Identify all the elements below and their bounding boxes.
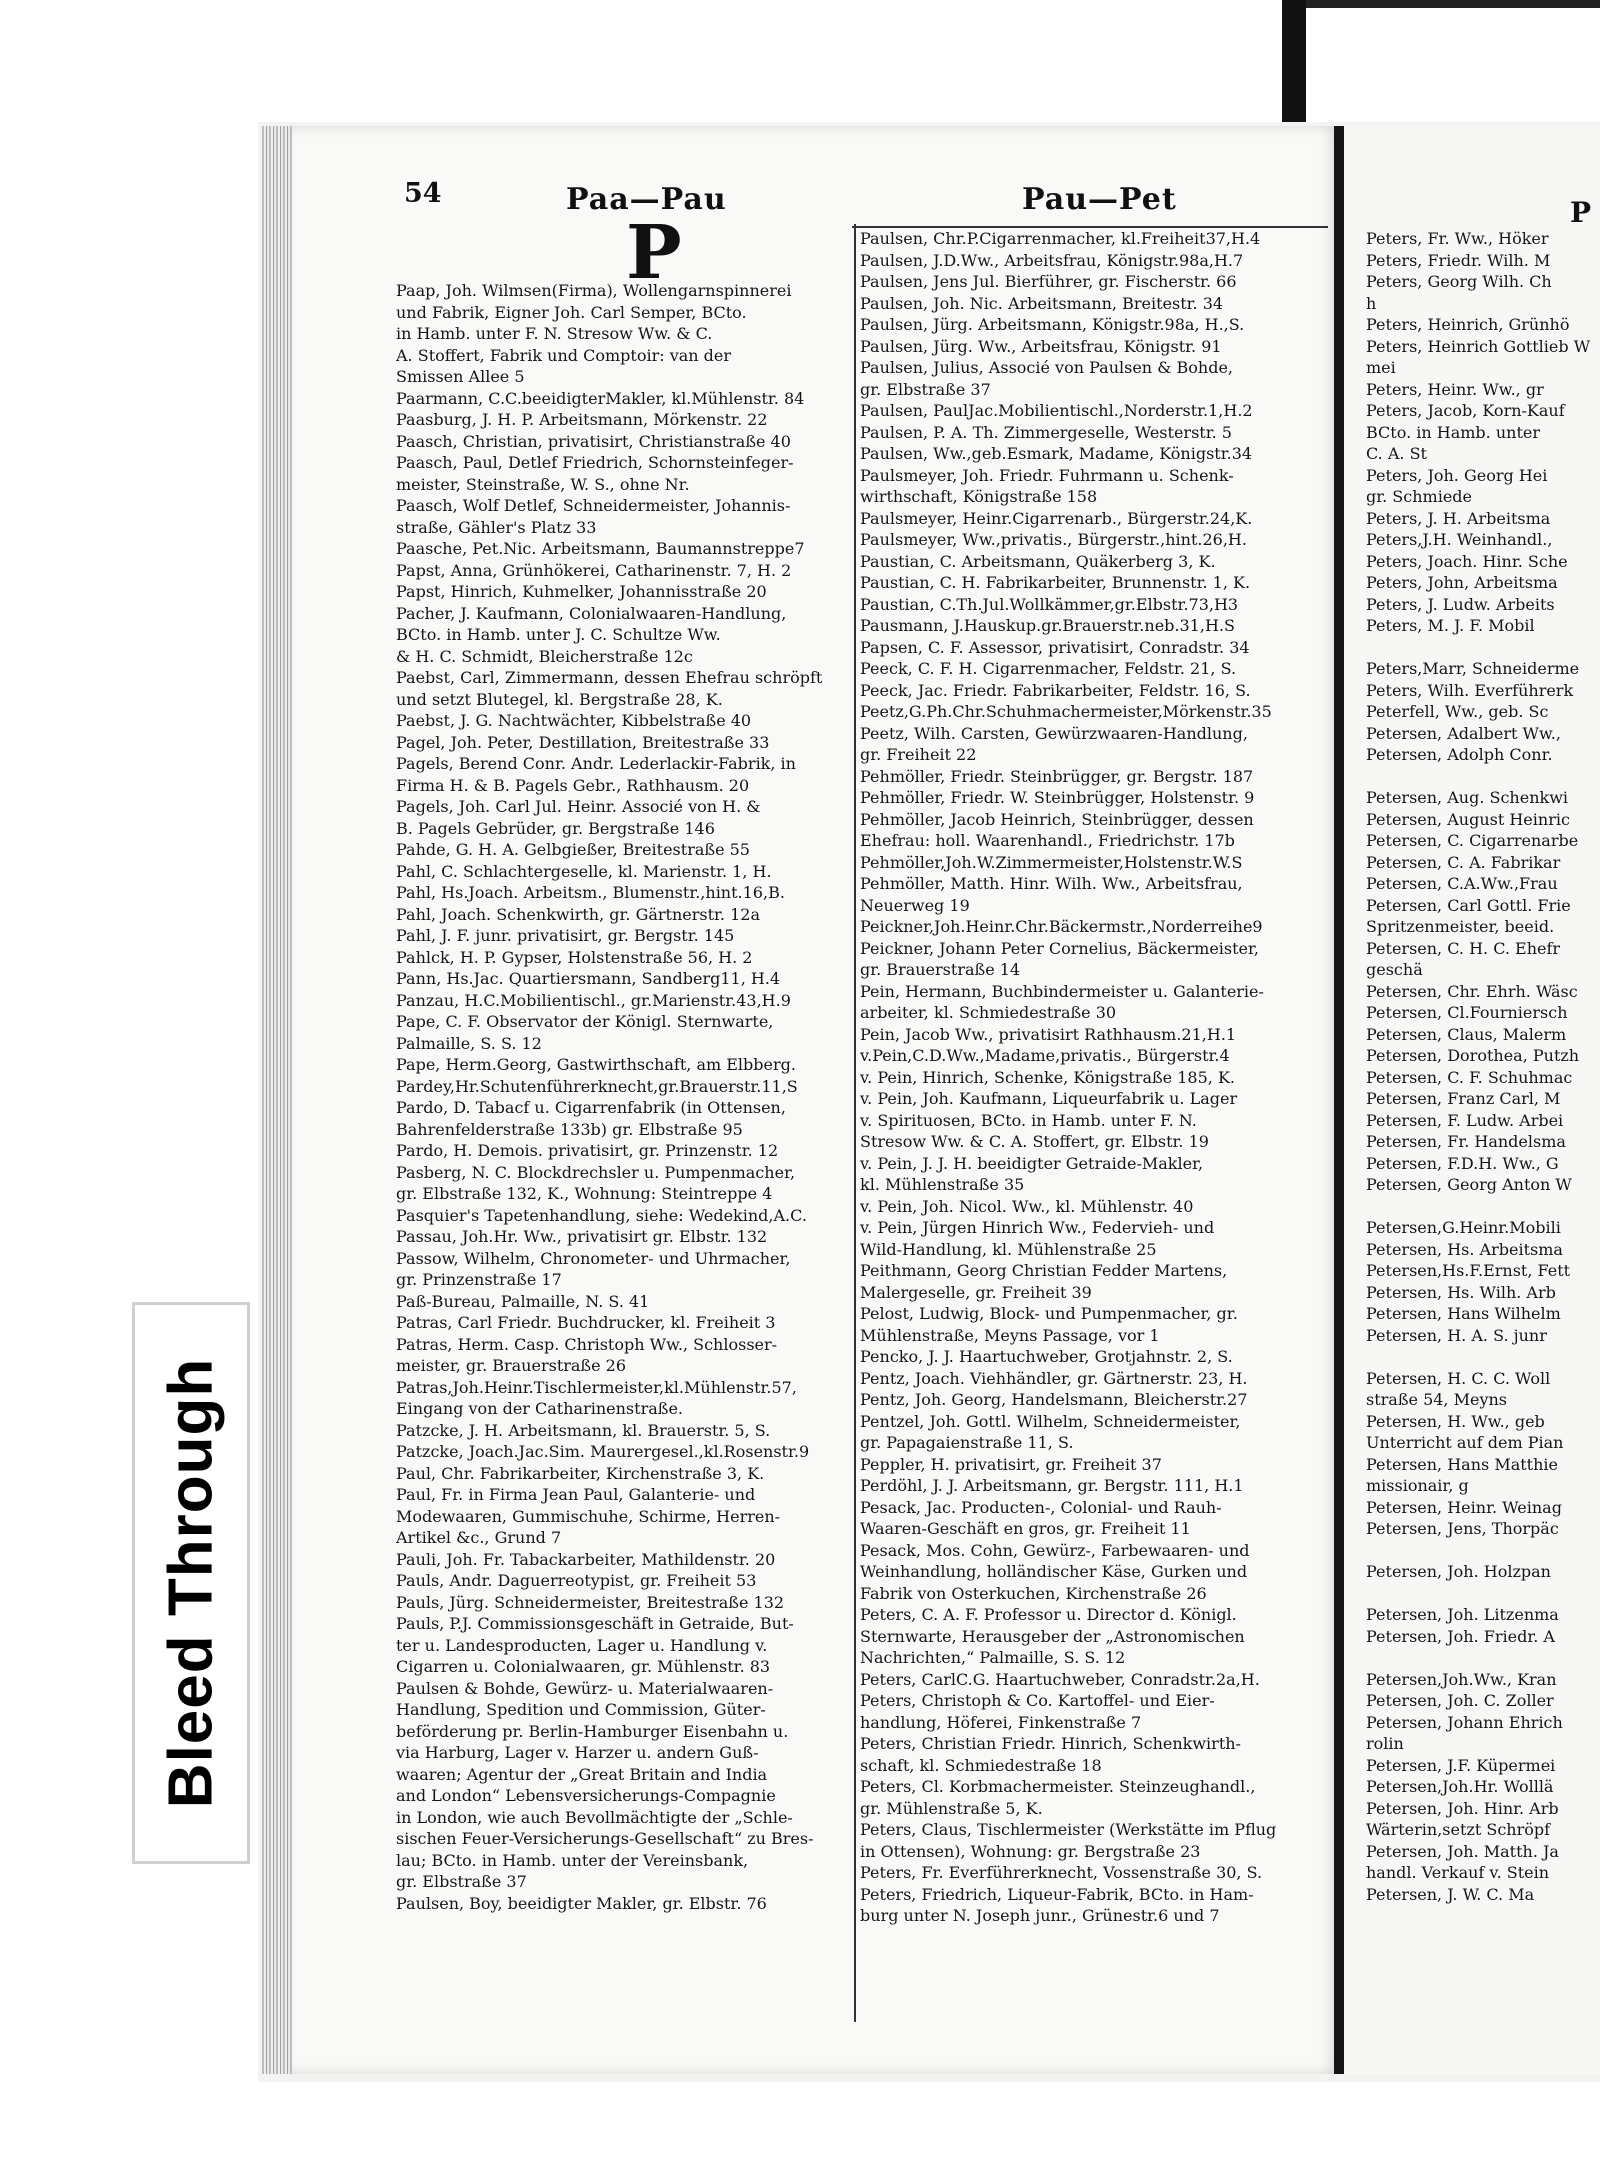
directory-entry-line: Paulsmeyer, Ww.,privatis., Bürgerstr.,hint.26,H. [860,530,1247,549]
directory-column-middle [860,228,1334,1927]
directory-entry-line: Peithmann, Georg Christian Fedder Martens, [860,1261,1228,1280]
directory-entry-line: Petersen, C. F. Schuhmac [1366,1067,1573,1087]
directory-entry-line: Paebst, J. G. Nachtwächter, Kibbelstraße 40 [396,711,752,730]
directory-entry-line: Pahl, J. F. junr. privatisirt, gr. Bergstr. 145 [396,926,735,945]
book-gutter [1334,126,1344,2074]
directory-entry-line: Peters, Heinrich Gottlieb W [1366,336,1591,356]
directory-entry-line: Paulsen, Jens Jul. Bierführer, gr. Fischerstr. 66 [860,272,1237,291]
directory-entry-line: Petersen, Joh. Friedr. A [1366,1626,1555,1646]
directory-entry-line: gr. Mühlenstraße 5, K. [860,1798,1043,1818]
directory-entry-line: Pape, C. F. Observator der Königl. Sternwarte, [396,1012,774,1031]
directory-entry-line: beförderung pr. Berlin-Hamburger Eisenbahn u. [396,1721,789,1741]
directory-entry-line: gr. Brauerstraße 14 [860,960,1021,979]
directory-entry-line: Petersen, Fr. Handelsma [1366,1132,1566,1151]
directory-entry-line: Papst, Anna, Grünhökerei, Catharinenstr. 7, H. 2 [396,560,792,580]
directory-entry-line: Petersen, Johann Ehrich [1366,1712,1563,1732]
running-head-right-fragment: P [1570,196,1592,229]
directory-entry-line: Peters, Heinrich, Grünhö [1366,315,1570,334]
directory-entry-line: Paulsen, J.D.Ww., Arbeitsfrau, Königstr.98a,H.7 [860,250,1244,270]
bleed-through-stamp [132,1302,250,1864]
directory-entry-line: Pauls, Andr. Daguerreotypist, gr. Freiheit 53 [396,1571,757,1590]
directory-entry-line: gr. Freiheit 22 [860,745,977,764]
directory-entry-line: Pardo, H. Demois. privatisirt, gr. Prinzenstr. 12 [396,1141,779,1160]
directory-entry-line: Paebst, Carl, Zimmermann, dessen Ehefrau schröpft [396,668,823,687]
book-page-edges [262,126,292,2074]
directory-entry-line: Eingang von der Catharinenstraße. [396,1399,683,1418]
directory-entry-line: Peters,Marr, Schneiderme [1366,659,1580,678]
directory-entry-line: Papsen, C. F. Assessor, privatisirt, Conradstr. 34 [860,637,1250,657]
directory-entry-line: rolin [1366,1734,1404,1753]
directory-entry-line [1366,1647,1600,1669]
directory-entry-line: Peickner,Joh.Heinr.Chr.Bäckermstr.,Norderreihe9 [860,917,1263,936]
directory-entry-line: Peterfell, Ww., geb. Sc [1366,702,1549,721]
directory-entry-line: Pahlck, H. P. Gypser, Holstenstraße 56, H. 2 [396,947,753,967]
directory-entry-line: Patzcke, J. H. Arbeitsmann, kl. Brauerstr. 5, S. [396,1420,771,1440]
directory-entry-line: in Hamb. unter F. N. Stresow Ww. & C. [396,324,713,343]
directory-entry-line: A. Stoffert, Fabrik und Comptoir: van der [396,345,732,365]
directory-entry-line: Petersen, H. C. C. Woll [1366,1368,1551,1388]
directory-entry-line: Petersen, C. H. C. Ehefr [1366,938,1561,958]
directory-entry-line: gr. Elbstraße 132, K., Wohnung: Steintreppe 4 [396,1184,773,1203]
directory-entry-line: Weinhandlung, holländischer Käse, Gurken und [860,1562,1248,1581]
directory-entry-line: Paulsen, Chr.P.Cigarrenmacher, kl.Freiheit37,H.4 [860,229,1261,248]
directory-entry-line: Pauls, Jürg. Schneidermeister, Breitestraße 132 [396,1592,785,1612]
directory-entry-line: Pahde, G. H. A. Gelbgießer, Breitestraße 55 [396,840,750,859]
directory-entry-line: Peeck, Jac. Friedr. Fabrikarbeiter, Feldstr. 16, S. [860,680,1251,700]
directory-entry-line: Smissen Allee 5 [396,367,525,386]
directory-entry-line: Paulsen, P. A. Th. Zimmergeselle, Westerstr. 5 [860,422,1232,442]
directory-entry-line: Petersen, Joh. C. Zoller [1366,1691,1554,1710]
directory-entry-line: C. A. St [1366,444,1427,463]
directory-entry-line: Paustian, C. H. Fabrikarbeiter, Brunnenstr. 1, K. [860,573,1251,592]
directory-entry-line: Peters, Joh. Georg Hei [1366,465,1548,485]
directory-entry-line: gr. Elbstraße 37 [860,379,991,399]
directory-entry-line: Neuerweg 19 [860,895,970,915]
directory-entry-line: meister, gr. Brauerstraße 26 [396,1356,627,1375]
directory-entry-line: Peeck, C. F. H. Cigarrenmacher, Feldstr. 21, S. [860,659,1237,678]
directory-entry-line: Peters, Christian Friedr. Hinrich, Schenkwirth- [860,1734,1241,1753]
directory-entry-line: Pentzel, Joh. Gottl. Wilhelm, Schneidermeister, [860,1411,1241,1431]
directory-entry-line: Peppler, H. privatisirt, gr. Freiheit 37 [860,1454,1162,1474]
directory-entry-line: gr. Elbstraße 37 [396,1872,527,1891]
directory-entry-line: Fabrik von Osterkuchen, Kirchenstraße 26 [860,1583,1207,1603]
directory-entry-line: Passau, Joh.Hr. Ww., privatisirt gr. Elbstr. 132 [396,1227,768,1246]
directory-entry-line: Pehmöller, Friedr. W. Steinbrügger, Holstenstr. 9 [860,788,1255,807]
directory-entry-line: Paasburg, J. H. P. Arbeitsmann, Mörkenstr. 22 [396,410,768,429]
directory-entry-line: schaft, kl. Schmiedestraße 18 [860,1755,1102,1775]
directory-entry-line: Pahl, C. Schlachtergeselle, kl. Marienstr. 1, H. [396,861,772,881]
directory-entry-line: Cigarren u. Colonialwaaren, gr. Mühlenstr. 83 [396,1657,771,1676]
directory-entry-line [1366,1346,1600,1368]
directory-entry-line: v. Pein, Joh. Nicol. Ww., kl. Mühlenstr. 40 [860,1196,1194,1216]
directory-entry-line: Paasche, Pet.Nic. Arbeitsmann, Baumannstreppe7 [396,539,805,558]
directory-entry-line: Petersen, Joh. Holzpan [1366,1562,1551,1581]
directory-entry-line: Pape, Herm.Georg, Gastwirthschaft, am Elbberg. [396,1055,796,1074]
directory-entry-line: Peters, Claus, Tischlermeister (Werkstätte im Pflug [860,1820,1277,1839]
directory-entry-line: Handlung, Spedition und Commission, Güter- [396,1700,766,1719]
directory-entry-line: Petersen, C. Cigarrenarbe [1366,831,1579,850]
directory-entry-line: Nachrichten,“ Palmaille, S. S. 12 [860,1648,1126,1667]
directory-entry-line: Malergeselle, gr. Freiheit 39 [860,1282,1092,1302]
directory-entry-line: Pelost, Ludwig, Block- und Pumpenmacher, gr. [860,1304,1238,1323]
directory-entry-line: gr. Papagaienstraße 11, S. [860,1433,1074,1452]
directory-entry-line: Petersen, C. A. Fabrikar [1366,852,1561,872]
directory-entry-line: Petersen, Hs. Arbeitsma [1366,1239,1563,1259]
directory-entry-line: Peters, M. J. F. Mobil [1366,616,1535,635]
directory-entry-line: Pehmöller,Joh.W.Zimmermeister,Holstenstr.W.S [860,852,1243,872]
directory-entry-line: Peters, J. H. Arbeitsma [1366,508,1551,528]
directory-entry-line: Petersen, J.F. Küpermei [1366,1755,1556,1775]
directory-entry-line: BCto. in Hamb. unter [1366,422,1540,442]
directory-entry-line: kl. Mühlenstraße 35 [860,1175,1025,1194]
directory-entry-line: sischen Feuer-Versicherungs-Gesellschaft“ zu Bres- [396,1829,814,1848]
directory-entry-line: Firma H. & B. Pagels Gebr., Rathhausm. 20 [396,775,750,795]
directory-entry-line: v. Pein, J. J. H. beeidigter Getraide-Makler, [860,1153,1204,1173]
directory-entry-line: Peters, CarlC.G. Haartuchweber, Conradstr.2a,H. [860,1669,1260,1689]
directory-entry-line [1366,1540,1600,1562]
directory-entry-line: Pagel, Joh. Peter, Destillation, Breitestraße 33 [396,732,770,752]
directory-entry-line: Pahl, Hs.Joach. Arbeitsm., Blumenstr.,hint.16,B. [396,883,785,902]
scan-border-top-edge [1306,0,1600,8]
directory-entry-line: Paulsen, Joh. Nic. Arbeitsmann, Breitestr. 34 [860,293,1224,313]
directory-entry-line: BCto. in Hamb. unter J. C. Schultze Ww. [396,625,721,644]
directory-entry-line: Petersen, Heinr. Weinag [1366,1497,1562,1517]
directory-entry-line: Peters, Jacob, Korn-Kauf [1366,401,1565,420]
directory-entry-line: Peters, Georg Wilh. Ch [1366,272,1552,291]
directory-entry-line: Peters, C. A. F. Professor u. Director d. Königl. [860,1605,1237,1624]
directory-entry-line: & H. C. Schmidt, Bleicherstraße 12c [396,646,693,666]
directory-entry-line: v.Pein,C.D.Ww.,Madame,privatis., Bürgerstr.4 [860,1046,1230,1065]
directory-entry-line [1366,1583,1600,1605]
directory-entry-line: Ehefrau: holl. Waarenhandl., Friedrichstr. 17b [860,831,1235,850]
directory-entry-line: Pehmöller, Friedr. Steinbrügger, gr. Bergstr. 187 [860,766,1254,786]
directory-entry-line: Peickner, Johann Peter Cornelius, Bäckermeister, [860,938,1259,958]
directory-entry-line: Pardey,Hr.Schutenführerknecht,gr.Brauerstr.11,S [396,1076,798,1096]
directory-entry-line: Peetz,G.Ph.Chr.Schuhmachermeister,Mörkenstr.35 [860,702,1272,721]
column-divider [854,224,856,2022]
directory-entry-line: Petersen, Chr. Ehrh. Wäsc [1366,981,1578,1001]
directory-entry-line: Paulsen, Jürg. Arbeitsmann, Königstr.98a, H.,S. [860,315,1245,334]
directory-entry-line: Peters,J.H. Weinhandl., [1366,530,1553,549]
directory-entry-line: Pauls, P.J. Commissionsgeschäft in Getraide, But- [396,1614,794,1633]
directory-entry-line: Petersen, Joh. Hinr. Arb [1366,1798,1559,1818]
directory-entry-line: Paarmann, C.C.beeidigterMakler, kl.Mühlenstr. 84 [396,388,805,408]
directory-entry-line: mei [1366,358,1396,377]
directory-entry-line: burg unter N. Joseph junr., Grünestr.6 und 7 [860,1906,1220,1925]
directory-entry-line: v. Pein, Hinrich, Schenke, Königstraße 185, K. [860,1067,1235,1087]
directory-entry-line: Perdöhl, J. J. Arbeitsmann, gr. Bergstr. 111, H.1 [860,1476,1244,1495]
directory-entry-line: in London, wie auch Bevollmächtigte der „Schle- [396,1807,793,1827]
directory-entry-line: Paul, Chr. Fabrikarbeiter, Kirchenstraße 3, K. [396,1463,765,1483]
directory-entry-line: Pasberg, N. C. Blockdrechsler u. Pumpenmacher, [396,1162,796,1182]
directory-entry-line: Petersen, Adolph Conr. [1366,745,1553,764]
directory-entry-line: Sternwarte, Herausgeber der „Astronomischen [860,1626,1245,1646]
directory-entry-line: Pesack, Jac. Producten-, Colonial- und Rauh- [860,1497,1222,1517]
directory-entry-line: Pardo, D. Tabacf u. Cigarrenfabrik (in Ottensen, [396,1098,786,1117]
directory-entry-line: Peters, Fr. Everführerknecht, Vossenstraße 30, S. [860,1863,1263,1882]
running-head-middle: Pau—Pet [1022,182,1177,217]
directory-entry-line: Peters, Joach. Hinr. Sche [1366,551,1568,571]
directory-entry-line: Peetz, Wilh. Carsten, Gewürzwaaren-Handlung, [860,723,1248,743]
directory-entry-line: handlung, Höferei, Finkenstraße 7 [860,1712,1142,1732]
directory-entry-line: Pehmöller, Matth. Hinr. Wilh. Ww., Arbeitsfrau, [860,874,1243,893]
directory-entry-line: Pesack, Mos. Cohn, Gewürz-, Farbewaaren- und [860,1540,1250,1560]
directory-entry-line: Petersen, Dorothea, Putzh [1366,1046,1580,1065]
directory-entry-line: Paulsen, Julius, Associé von Paulsen & Bohde, [860,358,1234,377]
directory-entry-line: Pasquier's Tapetenhandlung, siehe: Wedekind,A.C. [396,1205,807,1225]
directory-entry-line: Peters, Fr. Ww., Höker [1366,229,1549,248]
directory-entry-line: Passow, Wilhelm, Chronometer- und Uhrmacher, [396,1248,791,1268]
directory-entry-line: B. Pagels Gebrüder, gr. Bergstraße 146 [396,818,715,838]
directory-entry-line: Petersen, F.D.H. Ww., G [1366,1153,1559,1173]
directory-entry-line: Paasch, Christian, privatisirt, Christianstraße 40 [396,431,791,451]
directory-entry-line: Paß-Bureau, Palmaille, N. S. 41 [396,1291,650,1311]
directory-entry-line: Modewaaren, Gummischuhe, Schirme, Herren- [396,1506,781,1526]
directory-entry-line: Petersen, C.A.Ww.,Frau [1366,874,1558,893]
directory-entry-line: Paasch, Paul, Detlef Friedrich, Schornsteinfeger- [396,453,794,472]
directory-entry-line: v. Spirituosen, BCto. in Hamb. unter F. N. [860,1110,1197,1130]
directory-column-right-fragment [1366,228,1600,1905]
directory-entry-line: Petersen,Hs.F.Ernst, Fett [1366,1261,1571,1280]
directory-entry-line: Petersen, Adalbert Ww., [1366,723,1561,743]
directory-entry-line: Peters, Friedrich, Liqueur-Fabrik, BCto. in Ham- [860,1884,1254,1904]
directory-entry-line: Petersen, Joh. Matth. Ja [1366,1841,1559,1861]
directory-entry-line: h [1366,293,1377,313]
directory-entry-line: Pein, Jacob Ww., privatisirt Rathhausm.21,H.1 [860,1024,1237,1044]
directory-entry-line: lau; BCto. in Hamb. unter der Vereinsbank, [396,1850,749,1870]
scan-border-dark-bar [1282,0,1306,124]
directory-entry-line: Pahl, Joach. Schenkwirth, gr. Gärtnerstr. 12a [396,904,760,924]
directory-entry-line: Patras, Herm. Casp. Christoph Ww., Schlosser- [396,1334,778,1354]
directory-entry-line: Peters, John, Arbeitsma [1366,573,1558,592]
directory-entry-line: Petersen, Aug. Schenkwi [1366,788,1568,807]
directory-entry-line [1366,766,1600,788]
directory-entry-line: Pann, Hs.Jac. Quartiersmann, Sandberg11, H.4 [396,969,781,988]
directory-entry-line: Pentz, Joach. Viehhändler, gr. Gärtnerstr. 23, H. [860,1368,1248,1388]
directory-entry-line: und setzt Blutegel, kl. Bergstraße 28, K. [396,689,723,709]
directory-entry-line: Petersen, Jens, Thorpäc [1366,1519,1559,1538]
directory-entry-line: Pentz, Joh. Georg, Handelsmann, Bleicherstr.27 [860,1390,1248,1409]
directory-entry-line: Petersen, Hs. Wilh. Arb [1366,1282,1556,1302]
directory-entry-line: Pencko, J. J. Haartuchweber, Grotjahnstr. 2, S. [860,1347,1233,1366]
directory-entry-line: meister, Steinstraße, W. S., ohne Nr. [396,474,690,494]
directory-entry-line: Patras,Joh.Heinr.Tischlermeister,kl.Mühlenstr.57, [396,1377,797,1397]
directory-entry-line: Paulsen, Boy, beeidigter Makler, gr. Elbstr. 76 [396,1893,767,1913]
directory-entry-line: Petersen, Claus, Malerm [1366,1024,1567,1044]
directory-entry-line: Paustian, C.Th.Jul.Wollkämmer,gr.Elbstr.73,H3 [860,594,1239,614]
directory-entry-line: Bahrenfelderstraße 133b) gr. Elbstraße 95 [396,1119,743,1139]
directory-entry-line: Pehmöller, Jacob Heinrich, Steinbrügger, dessen [860,809,1254,829]
directory-entry-line: Pagels, Berend Conr. Andr. Lederlackir-Fabrik, in [396,754,796,773]
directory-entry-line: Peters, Christoph & Co. Kartoffel- und Eier- [860,1691,1215,1710]
directory-entry-line: Petersen,G.Heinr.Mobili [1366,1218,1561,1237]
directory-entry-line: Petersen, Hans Wilhelm [1366,1304,1561,1323]
page-number: 54 [404,178,442,209]
directory-entry-line: Paul, Fr. in Firma Jean Paul, Galanterie- und [396,1485,756,1504]
directory-entry-line: Pacher, J. Kaufmann, Colonialwaaren-Handlung, [396,603,787,623]
directory-entry-line: waaren; Agentur der „Great Britain and India [396,1764,768,1784]
directory-entry-line: geschä [1366,960,1423,979]
directory-entry-line: straße, Gähler's Platz 33 [396,517,597,537]
directory-entry-line: Petersen, F. Ludw. Arbei [1366,1110,1564,1130]
directory-entry-line: Petersen, Georg Anton W [1366,1175,1572,1194]
directory-entry-line: Pauli, Joh. Fr. Tabackarbeiter, Mathildenstr. 20 [396,1549,776,1569]
directory-entry-line: and London“ Lebensversicherungs-Compagnie [396,1786,776,1805]
directory-entry-line: Paasch, Wolf Detlef, Schneidermeister, Johannis- [396,496,791,515]
directory-entry-line: Pein, Hermann, Buchbindermeister u. Galanterie- [860,981,1264,1001]
directory-entry-line: v. Pein, Jürgen Hinrich Ww., Federvieh- und [860,1218,1215,1237]
directory-entry-line: Petersen,Joh.Ww., Kran [1366,1669,1557,1689]
directory-entry-line: Pagels, Joh. Carl Jul. Heinr. Associé von H. & [396,797,761,816]
directory-entry-line [1366,1196,1600,1218]
directory-entry-line: via Harburg, Lager v. Harzer u. andern Guß- [396,1743,759,1762]
directory-entry-line: gr. Schmiede [1366,487,1472,506]
directory-entry-line: Paulsen, Jürg. Ww., Arbeitsfrau, Königstr. 91 [860,336,1222,356]
directory-entry-line: Papst, Hinrich, Kuhmelker, Johannisstraße 20 [396,582,767,601]
directory-entry-line: Peters, Wilh. Everführerk [1366,680,1574,700]
directory-entry-line: Wärterin,setzt Schröpf [1366,1820,1551,1839]
directory-entry-line: Palmaille, S. S. 12 [396,1033,542,1053]
directory-entry-line [1366,637,1600,659]
directory-entry-line: Paulsen & Bohde, Gewürz- u. Materialwaaren- [396,1678,774,1698]
directory-entry-line: Artikel &c., Grund 7 [396,1528,562,1547]
running-head-left: Paa—Pau [566,182,727,217]
directory-entry-line: Petersen,Joh.Hr. Wolllä [1366,1777,1554,1796]
directory-entry-line: Peters, Heinr. Ww., gr [1366,379,1544,399]
directory-entry-line: Peters, Friedr. Wilh. M [1366,250,1551,270]
directory-entry-line: Patzcke, Joach.Jac.Sim. Maurergesel.,kl.Rosenstr.9 [396,1442,810,1461]
directory-entry-line: Petersen, H. A. S. junr [1366,1325,1547,1345]
directory-entry-line: Stresow Ww. & C. A. Stoffert, gr. Elbstr. 19 [860,1132,1209,1151]
directory-entry-line: Patras, Carl Friedr. Buchdrucker, kl. Freiheit 3 [396,1313,776,1332]
directory-entry-line: Unterricht auf dem Pian [1366,1433,1564,1452]
directory-entry-line: Paulsen, Ww.,geb.Esmark, Madame, Königstr.34 [860,444,1253,463]
directory-entry-line: Panzau, H.C.Mobilientischl., gr.Marienstr.43,H.9 [396,990,791,1010]
directory-entry-line: Peters, J. Ludw. Arbeits [1366,594,1555,614]
section-letter: P [626,210,682,296]
directory-entry-line: Petersen, Joh. Litzenma [1366,1605,1559,1624]
directory-entry-line: Peters, Cl. Korbmachermeister. Steinzeughandl., [860,1777,1256,1796]
directory-entry-line: ter u. Landesproducten, Lager u. Handlung v. [396,1635,768,1655]
directory-entry-line: Petersen, Carl Gottl. Frie [1366,895,1571,915]
directory-entry-line: Petersen, Hans Matthie [1366,1454,1558,1474]
directory-entry-line: Petersen, Franz Carl, M [1366,1089,1561,1108]
directory-entry-line: Petersen, August Heinric [1366,809,1570,829]
directory-entry-line: Petersen, Cl.Fourniersch [1366,1003,1568,1022]
directory-entry-line: Pausmann, J.Hauskup.gr.Brauerstr.neb.31,H.S [860,616,1235,635]
directory-entry-line: wirthschaft, Königstraße 158 [860,487,1098,506]
directory-entry-line: gr. Prinzenstraße 17 [396,1270,562,1289]
directory-entry-line: Paulsmeyer, Heinr.Cigarrenarb., Bürgerstr.24,K. [860,508,1253,528]
directory-entry-line: Petersen, H. Ww., geb [1366,1411,1545,1431]
directory-entry-line: missionair, g [1366,1476,1469,1495]
directory-entry-line: arbeiter, kl. Schmiedestraße 30 [860,1003,1117,1022]
directory-entry-line: straße 54, Meyns [1366,1390,1508,1409]
directory-entry-line: Spritzenmeister, beeid. [1366,917,1555,936]
directory-entry-line: handl. Verkauf v. Stein [1366,1863,1550,1882]
directory-entry-line: Paulsen, PaulJac.Mobilientischl.,Norderstr.1,H.2 [860,401,1253,420]
directory-entry-line: Paap, Joh. Wilmsen(Firma), Wollengarnspinnerei [396,281,792,300]
directory-entry-line: Petersen, J. W. C. Ma [1366,1884,1535,1904]
directory-entry-line: und Fabrik, Eigner Joh. Carl Semper, BCto. [396,302,747,322]
directory-entry-line: Paustian, C. Arbeitsmann, Quäkerberg 3, K. [860,551,1216,571]
stamp-label: Bleed Through [156,1357,226,1809]
directory-column-left [396,280,850,1914]
directory-entry-line: in Ottensen), Wohnung: gr. Bergstraße 23 [860,1841,1201,1861]
directory-entry-line: Mühlenstraße, Meyns Passage, vor 1 [860,1325,1160,1345]
directory-entry-line: v. Pein, Joh. Kaufmann, Liqueurfabrik u. Lager [860,1089,1238,1108]
directory-entry-line: Paulsmeyer, Joh. Friedr. Fuhrmann u. Schenk- [860,465,1234,485]
directory-entry-line: Wild-Handlung, kl. Mühlenstraße 25 [860,1239,1157,1259]
directory-entry-line: Waaren-Geschäft en gros, gr. Freiheit 11 [860,1519,1191,1538]
